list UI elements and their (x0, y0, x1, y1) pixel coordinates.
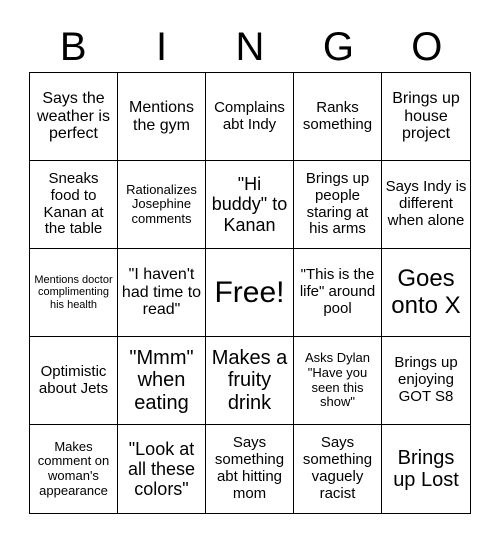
bingo-cell[interactable]: "This is the life" around pool (294, 249, 382, 337)
bingo-cell[interactable]: Makes a fruity drink (206, 337, 294, 425)
header-letter-i: I (156, 24, 168, 69)
bingo-cell[interactable]: Makes comment on woman's appearance (30, 425, 118, 513)
bingo-cell[interactable]: "I haven't had time to read" (118, 249, 206, 337)
header-letter-g: G (322, 24, 354, 69)
bingo-cell[interactable]: Sneaks food to Kanan at the table (30, 161, 118, 249)
bingo-cell[interactable]: Says the weather is perfect (30, 73, 118, 161)
bingo-header (29, 22, 471, 72)
bingo-cell[interactable]: "Mmm" when eating (118, 337, 206, 425)
bingo-cell[interactable]: "Hi buddy" to Kanan (206, 161, 294, 249)
bingo-cell[interactable]: Optimistic about Jets (30, 337, 118, 425)
header-letter-o: O (411, 24, 443, 69)
bingo-cell[interactable]: Complains abt Indy (206, 73, 294, 161)
bingo-cell[interactable]: Rationalizes Josephine comments (118, 161, 206, 249)
free-space-cell[interactable]: Free! (206, 249, 294, 337)
bingo-cell[interactable]: Ranks something (294, 73, 382, 161)
header-letter-b: B (59, 24, 87, 69)
bingo-cell[interactable]: Asks Dylan "Have you seen this show" (294, 337, 382, 425)
bingo-board (29, 72, 471, 514)
bingo-cell[interactable]: Says something abt hitting mom (206, 425, 294, 513)
bingo-cell[interactable]: Goes onto X (382, 249, 470, 337)
bingo-cell[interactable]: Mentions the gym (118, 73, 206, 161)
bingo-cell[interactable]: Brings up house project (382, 73, 470, 161)
bingo-cell[interactable]: Brings up Lost (393, 446, 459, 491)
bingo-cell[interactable]: Says something vaguely racist (294, 425, 382, 513)
bingo-cell[interactable]: "Look at all these colors" (118, 425, 206, 513)
bingo-cell[interactable]: Mentions doctor complimenting his health (30, 249, 118, 337)
bingo-cell[interactable]: Brings up enjoying GOT S8 (382, 337, 470, 425)
header-letter-n: N (235, 24, 265, 69)
bingo-cell[interactable]: Brings up people staring at his arms (294, 161, 382, 249)
bingo-cell[interactable]: Says Indy is different when alone (382, 161, 470, 249)
